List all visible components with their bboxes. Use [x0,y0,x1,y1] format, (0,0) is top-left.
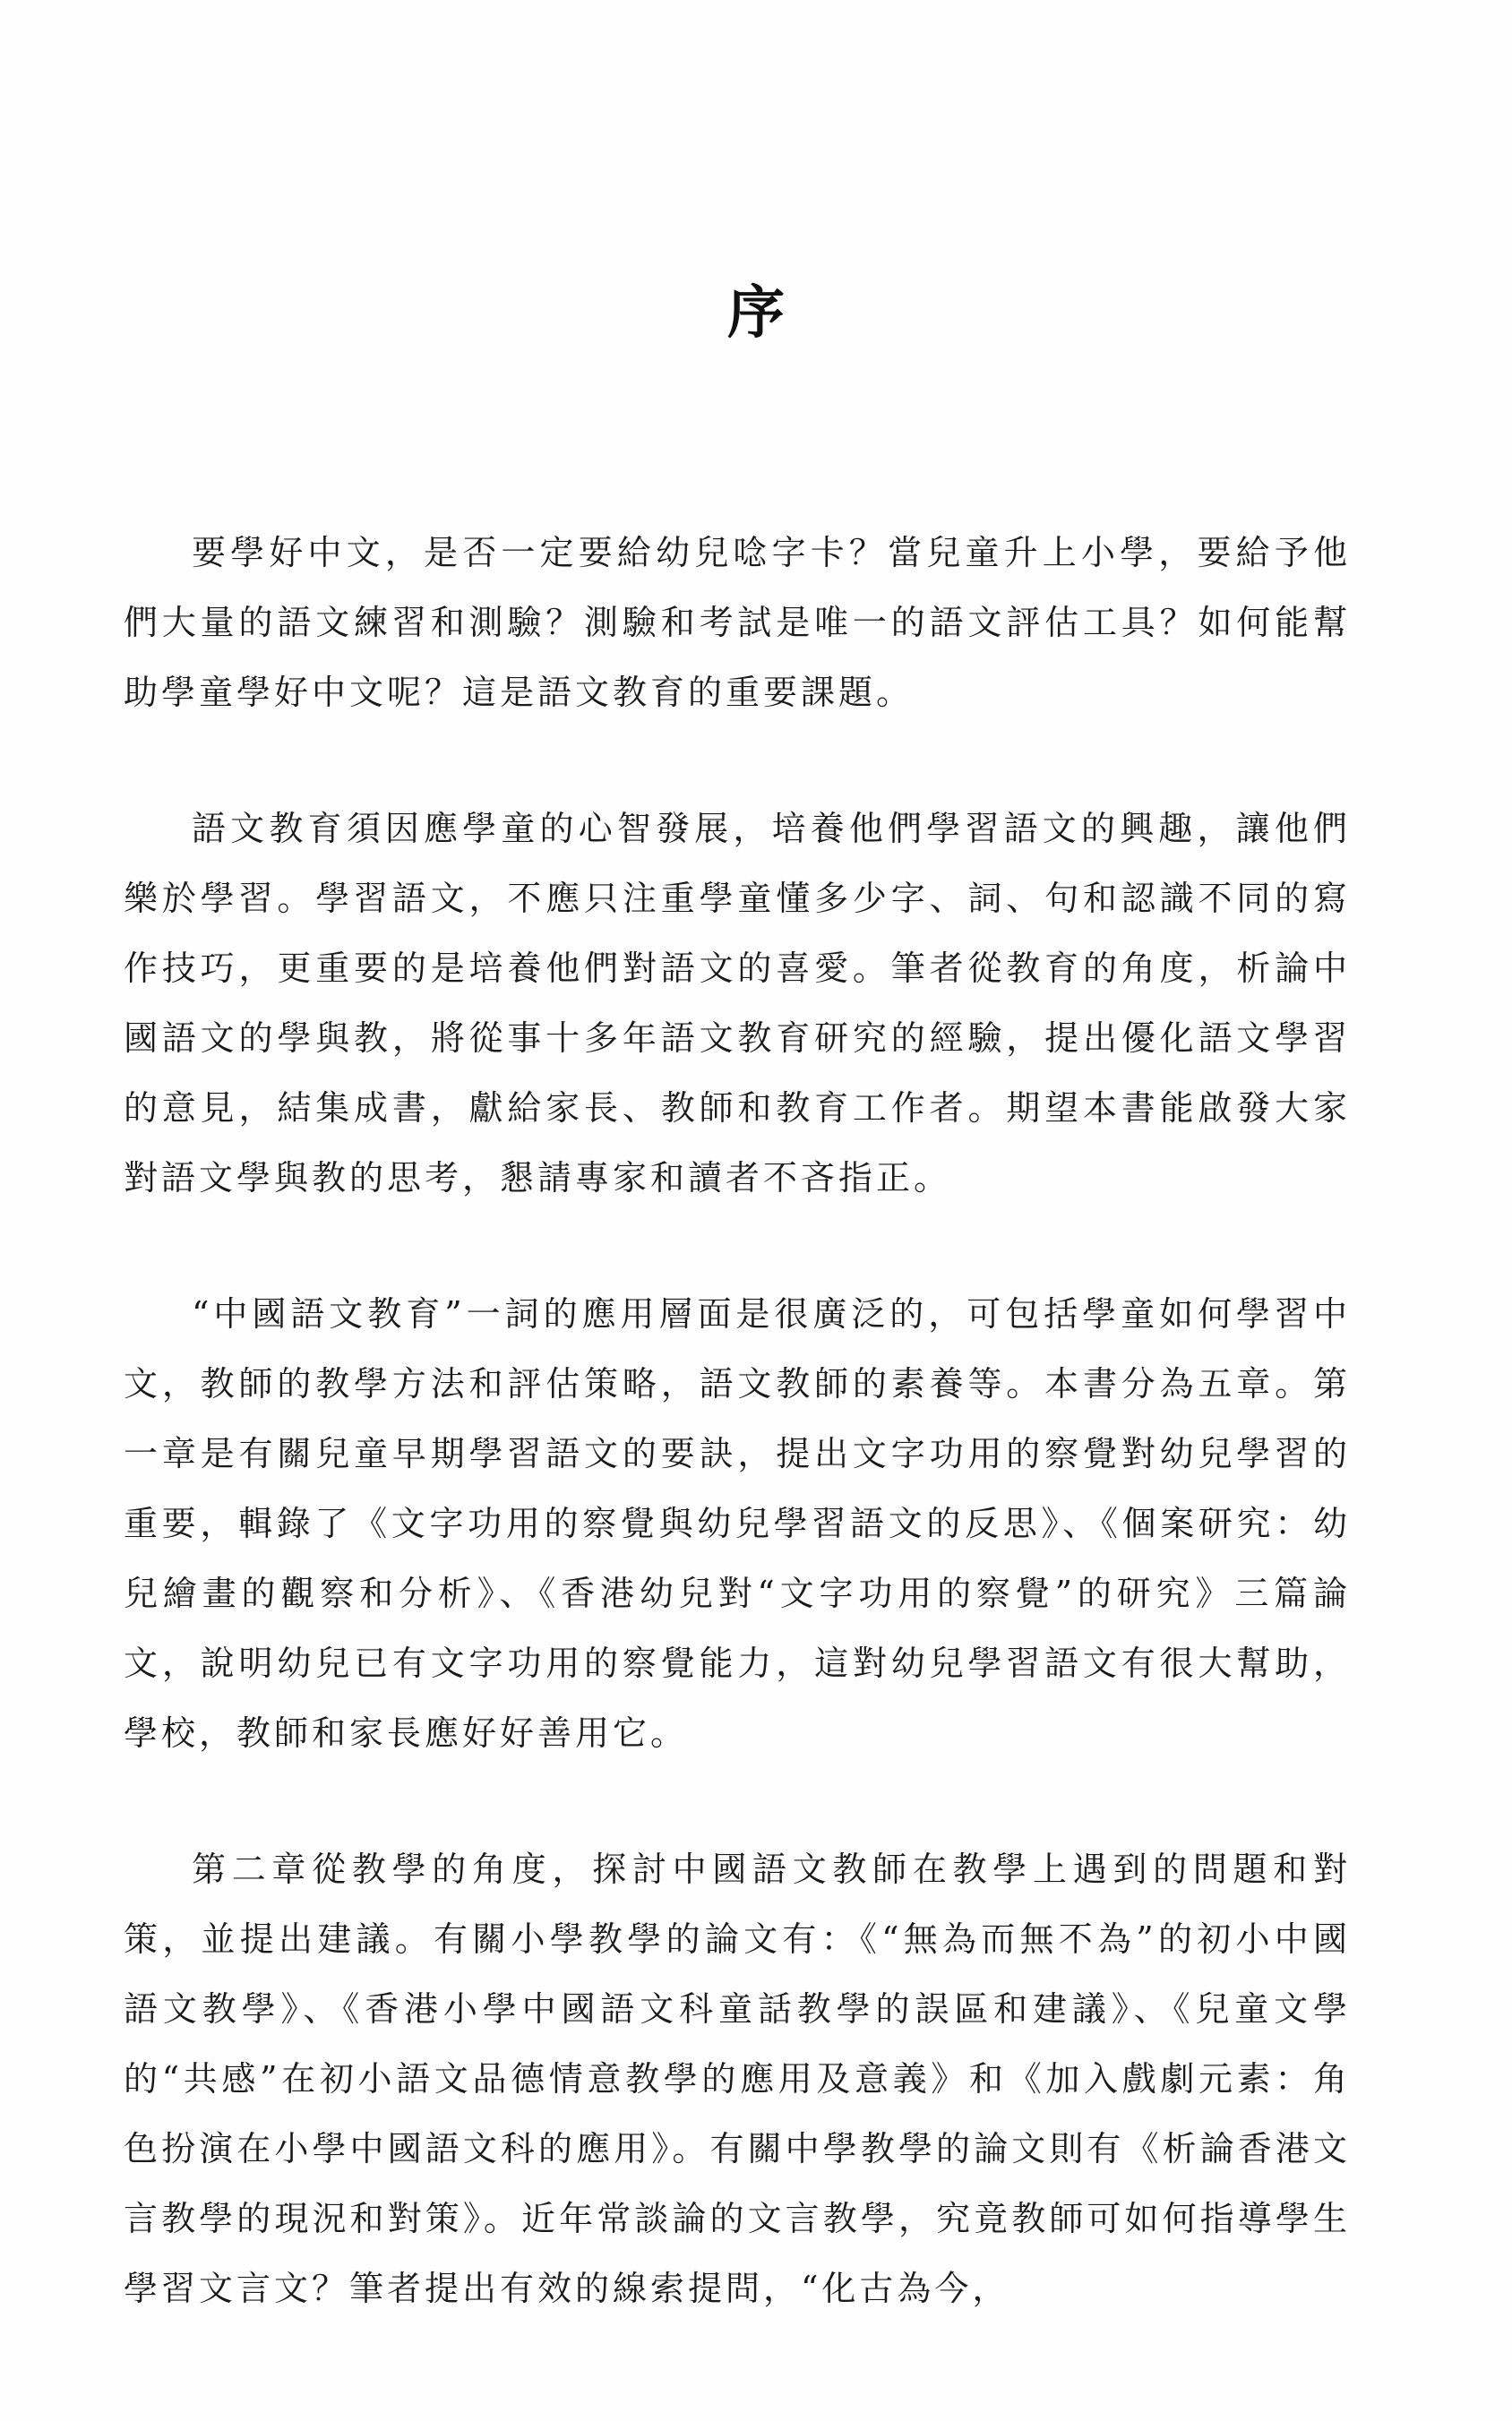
page-title: 序 [727,279,785,347]
paragraph: 要學好中文，是否一定要給幼兒唸字卡？當兒童升上小學，要給予他們大量的語文練習和測驗？測驗和考試是唯一的語文評估工具？如何能幫助學童學好中文呢？這是語文教育的重要課題。 [124,533,1351,712]
paragraph: “中國語文教育”一詞的應用層面是很廣泛的，可包括學童如何學習中文，教師的教學方法和評估策略，語文教師的素養等。本書分為五章。第一章是有關兒童早期學習語文的要訣，提出文字功用的察覺對幼兒學習的重要，輯錄了《文字功用的察覺與幼兒學習語文的反思》、《個案研究：幼兒繪畫的觀察和分析》、《香港幼兒對“文字功用的察覺”的研究》三篇論文，說明幼兒已有文字功用的察覺能力，這對幼兒學習語文有很大幫助，學校，教師和家長應好好善用它。 [124,1294,1351,1753]
paragraph: 第二章從教學的角度，探討中國語文教師在教學上遇到的問題和對策，並提出建議。有關小學教學的論文有：《“無為而無不為”的初小中國語文教學》、《香港小學中國語文科童話教學的誤區和建議》、《兒童文學的“共感”在初小語文品德情意教學的應用及意義》和《加入戲劇元素：角色扮演在小學中國語文科的應用》。有關中學教學的論文則有《析論香港文言教學的現況和對策》。近年常談論的文言教學，究竟教師可如何指導學生學習文言文？筆者提出有效的線索提問，“化古為今， [124,1850,1351,2308]
paragraph: 語文教育須因應學童的心智發展，培養他們學習語文的興趣，讓他們樂於學習。學習語文，不應只注重學童懂多少字、詞、句和認識不同的寫作技巧，更重要的是培養他們對語文的喜愛。筆者從教育的角度，析論中國語文的學與教，將從事十多年語文教育研究的經驗，提出優化語文學習的意見，結集成書，獻給家長、教師和教育工作者。期望本書能啟發大家對語文學與教的思考，懇請專家和讀者不吝指正。 [124,809,1351,1198]
preface-body [124,518,1351,2323]
